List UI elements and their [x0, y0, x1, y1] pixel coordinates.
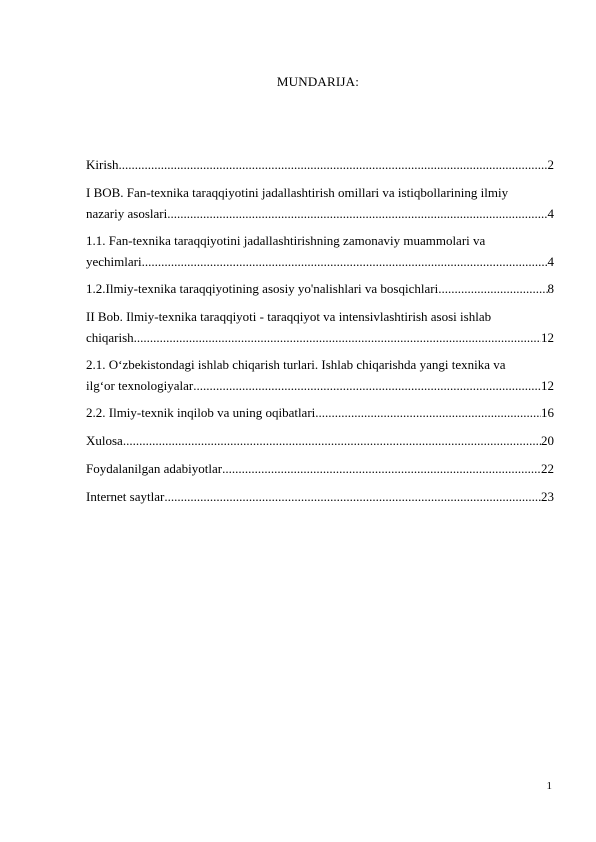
- toc-line: [86, 278, 554, 299]
- toc-entry-text: I BOB. Fan-texnika taraqqiyotini jadallashtirish omillari va istiqbollarining ilmiy: [86, 185, 509, 200]
- toc-entry-text: nazariy asoslari: [86, 206, 168, 221]
- toc-line: [86, 486, 554, 507]
- toc-entry[interactable]: [86, 354, 554, 396]
- dot-leader: [164, 486, 541, 507]
- page-number: 1: [546, 780, 552, 792]
- dot-leader: [315, 402, 541, 423]
- toc-page-number: 12: [541, 330, 554, 345]
- toc-page-number: 2: [547, 157, 554, 172]
- toc-page-number: 8: [547, 281, 554, 296]
- dot-leader: [134, 327, 541, 348]
- dot-leader: [222, 458, 541, 479]
- toc-line: [86, 203, 554, 224]
- toc-page-number: 23: [541, 489, 554, 504]
- toc-entry-text: 2.1. O‘zbekistondagi ishlab chiqarish turlari. Ishlab chiqarishda yangi texnika va: [86, 357, 506, 372]
- toc-page-number: 4: [547, 254, 554, 269]
- toc-entry[interactable]: [86, 486, 554, 507]
- toc-entry-text: Internet saytlar: [86, 489, 165, 504]
- toc-entry-text: yechimlari: [86, 254, 142, 269]
- toc-entry-text: ilg‘or texnologiyalar: [86, 378, 194, 393]
- toc-page-number: 4: [547, 206, 554, 221]
- toc-entry[interactable]: [86, 458, 554, 479]
- toc-line: [86, 430, 554, 451]
- toc-entry-text: 1.2.Ilmiy-texnika taraqqiyotining asosiy yo'nalishlari va bosqichlari: [86, 281, 439, 296]
- toc-entry[interactable]: [86, 182, 554, 224]
- toc-entry[interactable]: [86, 230, 554, 272]
- toc-entry-text: 2.2. Ilmiy-texnik inqilob va uning oqibatlari: [86, 405, 316, 420]
- toc-line: [86, 327, 554, 348]
- toc-entry-text: Kirish: [86, 157, 119, 172]
- toc-entry-text: Foydalanilgan adabiyotlar: [86, 461, 223, 476]
- toc-line: [86, 251, 554, 272]
- toc-entry[interactable]: [86, 154, 554, 175]
- toc-line: [86, 402, 554, 423]
- dot-leader: [119, 154, 548, 175]
- table-of-contents: [86, 154, 554, 514]
- toc-page-number: 12: [541, 378, 554, 393]
- toc-entry[interactable]: [86, 402, 554, 423]
- dot-leader: [438, 278, 547, 299]
- toc-entry-text: II Bob. Ilmiy-texnika taraqqiyoti - taraqqiyot va intensivlashtirish asosi ishlab: [86, 309, 492, 324]
- toc-entry[interactable]: [86, 278, 554, 299]
- toc-entry[interactable]: [86, 306, 554, 348]
- page-title: MUNDARIJA:: [276, 74, 360, 89]
- toc-entry-text: Xulosa: [86, 433, 123, 448]
- toc-entry[interactable]: [86, 430, 554, 451]
- dot-leader: [142, 251, 548, 272]
- toc-page-number: 16: [541, 405, 554, 420]
- dot-leader: [167, 203, 547, 224]
- toc-entry-text: 1.1. Fan-texnika taraqqiyotini jadallashtirishning zamonaviy muammolari va: [86, 233, 486, 248]
- toc-line: [86, 458, 554, 479]
- toc-page-number: 20: [541, 433, 554, 448]
- toc-line: [86, 154, 554, 175]
- toc-entry-text: chiqarish: [86, 330, 134, 345]
- dot-leader: [193, 375, 541, 396]
- toc-page-number: 22: [541, 461, 554, 476]
- dot-leader: [123, 430, 541, 451]
- toc-line: [86, 375, 554, 396]
